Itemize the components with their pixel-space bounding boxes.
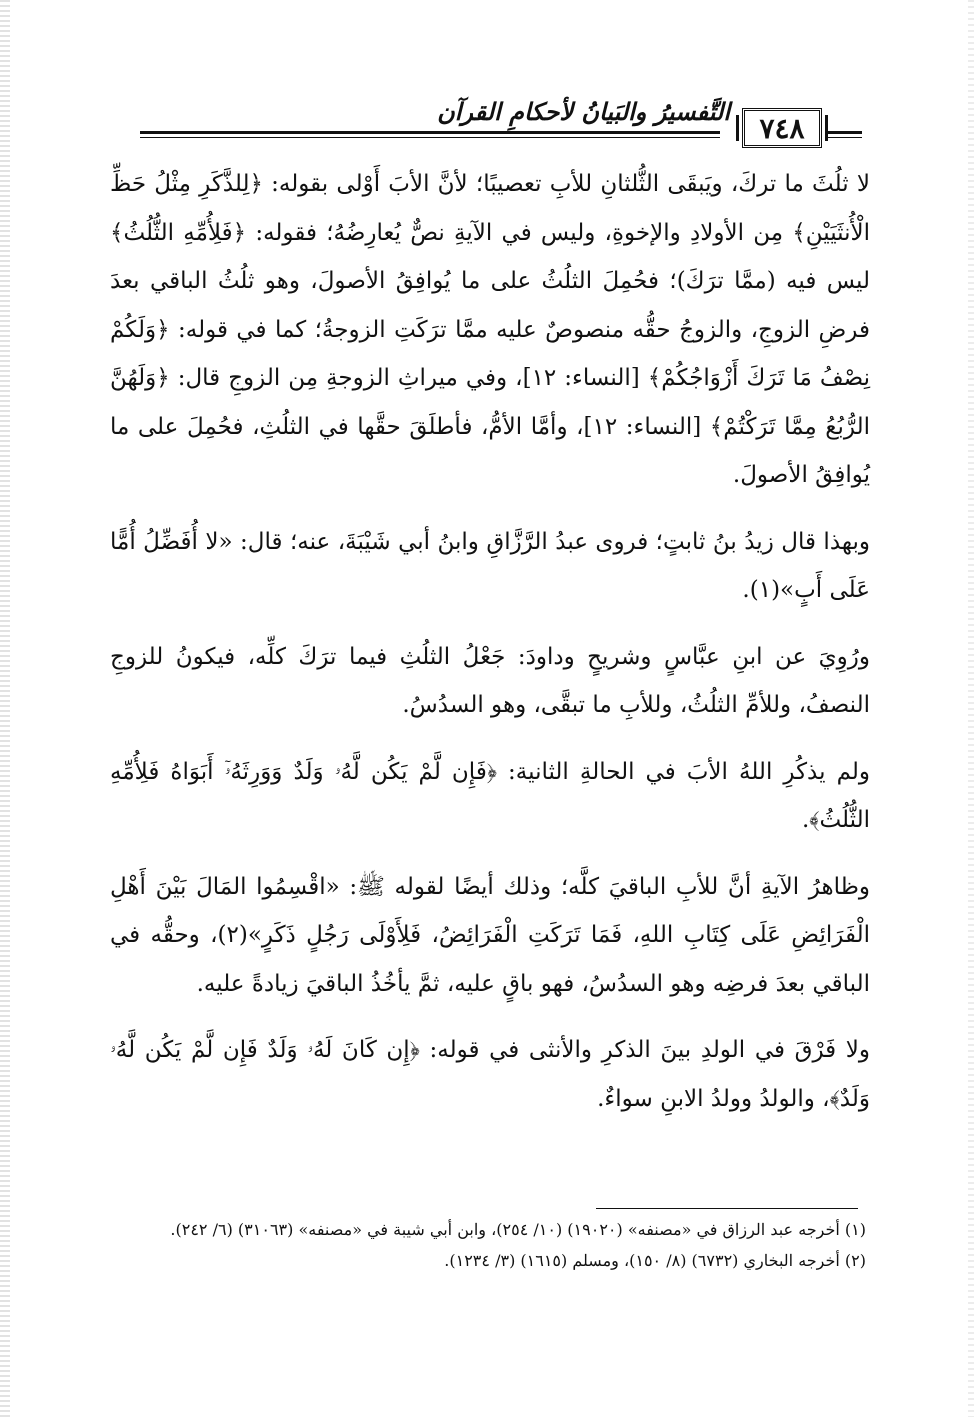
paragraph-6: ولا فَرْقَ في الولدِ بينَ الذكرِ والأنثى في قوله: ﴿إِن كَانَ لَهُۥ وَلَدٌ فَإِن لَّمْ يَكُن لَّهُۥ وَلَدٌ﴾، والولدُ وولدُ الابنِ سواءٌ. (110, 1037, 870, 1112)
paragraph-5: وظاهرُ الآيةِ أنَّ للأبِ الباقيَ كلَّه؛ وذلك أيضًا لقوله ﷺ: «اقْسِمُوا المَالَ بَيْنَ أَهْلِ الْفَرَائِضِ عَلَى كِتَابِ اللهِ، فَمَا تَرَكَتِ الْفَرَائِضُ، فَلِأَوْلَى رَجُلٍ ذَكَرٍ»(٢)، وحقُّه في الباقي بعدَ فرضِه وهو السدُسُ، فهو باقٍ عليه، ثمَّ يأخُذُ الباقيَ زيادةً عليه. (110, 873, 870, 997)
page-header (0, 0, 974, 160)
book-title: التَّفسيرُ والبَيانُ لأحكامِ القرآن (437, 97, 730, 126)
header-rule (140, 131, 720, 138)
footnotes (120, 1214, 866, 1276)
footnote-1: (١) أخرجه عبد الرزاق في «مصنفه» (١٩٠٢٠) (١٠/ ٢٥٤)، وابن أبي شيبة في «مصنفه» (٣١٠٦٣) (٦/ ٢٤٢). (170, 1220, 866, 1239)
footnote-separator (596, 1208, 858, 1209)
footnote-2: (٢) أخرجه البخاري (٦٧٣٢) (٨/ ١٥٠)، ومسلم (١٦١٥) (٣/ ١٢٣٤). (444, 1251, 866, 1270)
scan-edge-right (968, 0, 974, 1417)
scan-edge-left (0, 0, 10, 1417)
main-text (110, 160, 870, 1123)
paragraph-2: وبهذا قال زيدُ بنُ ثابتٍ؛ فروى عبدُ الرَّزَّاقِ وابنُ أبي شَيْبَةَ، عنه؛ قال: «لا أُفَضِّلُ أُمًّا عَلَى أَبٍ»(١). (110, 528, 870, 603)
page-number: ٧٤٨ (742, 108, 822, 148)
header-rule-short (826, 131, 862, 138)
paragraph-1: لا ثلُثَ ما تركَ، ويَبقَى الثُّلثانِ للأبِ تعصيبًا؛ لأنَّ الأبَ أَوْلى بقوله: ﴿لِلذَّكَرِ مِثْلُ حَظِّ الْأُنثَيَيْنِ﴾ مِن الأولادِ والإخوةِ، وليس في الآيةِ نصٌّ يُعارِضُهُ؛ فقوله: ﴿فَلِأُمِّهِ الثُّلُثُ﴾ ليس فيه (ممَّا ترَكَ)؛ فحُمِلَ الثلُثُ على ما يُوافِقُ الأصولَ، وهو ثلُثُ الباقي بعدَ فرضِ الزوجِ، والزوجُ حقُّه منصوصٌ عليه ممَّا ترَكَتِ الزوجةُ؛ كما في قوله: ﴿وَلَكُمْ نِصْفُ مَا تَرَكَ أَزْوَاجُكُمْ﴾ [النساء: ١٢]، وفي ميراثِ الزوجةِ مِن الزوجِ قال: ﴿وَلَهُنَّ الرُّبُعُ مِمَّا تَرَكْتُمْ﴾ [النساء: ١٢]، وأمَّا الأمُّ، فأطلَقَ حقَّها في الثلُثِ، فحُمِلَ على ما يُوافِقُ الأصولَ. (110, 171, 870, 488)
paragraph-3: ورُوِيَ عن ابنِ عبَّاسٍ وشريحٍ وداودَ: جَعْلُ الثلُثِ فيما ترَكَ كلِّه، فيكونُ للزوجِ النصفُ، وللأمِّ الثلُثُ، وللأبِ ما تبقَّى، وهو السدُسُ. (110, 643, 870, 718)
paragraph-4: ولم يذكُرِ اللهُ الأبَ في الحالةِ الثانية: ﴿فَإِن لَّمْ يَكُن لَّهُۥ وَلَدٌ وَوَرِثَهُۥٓ أَبَوَاهُ فَلِأُمِّهِ الثُّلُثُ﴾. (110, 758, 870, 833)
